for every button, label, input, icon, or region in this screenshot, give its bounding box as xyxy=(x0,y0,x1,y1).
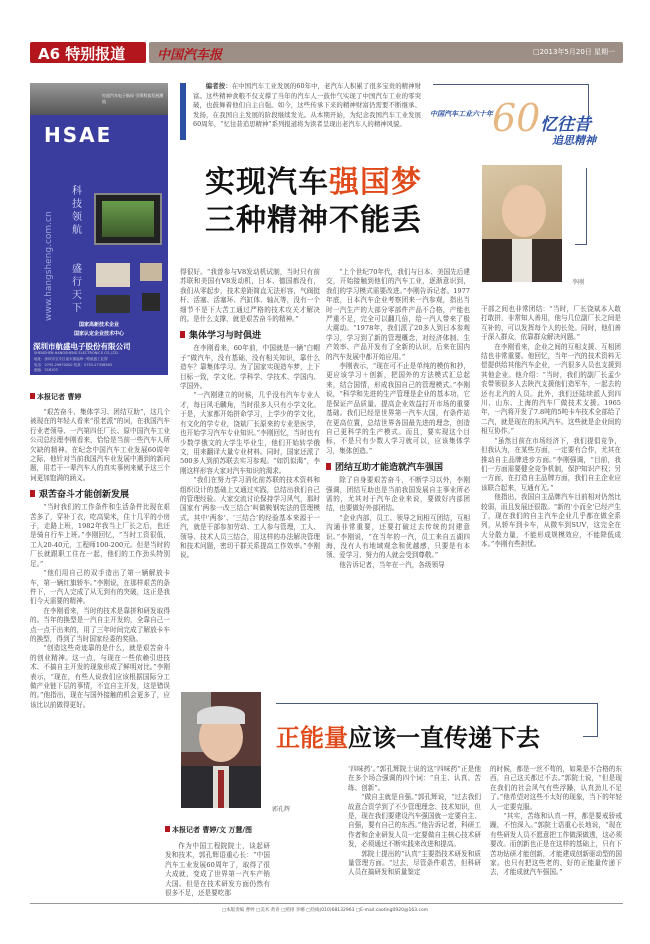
ad-cert: 国家高新技术企业 xyxy=(78,322,119,328)
ad-zip: 邮编：518103 xyxy=(34,368,58,372)
portrait-photo-li-gang xyxy=(482,165,562,282)
paragraph: “创造这些奇迹靠的是什么，就是艰苦奋斗的创业精神。这一点，与现在一些依赖引进技术、不搞自主开发的现象形成了鲜明对比。”李刚表示，“现在，有些人说我们应该根据国际分工做产业链下层的事情，不宜自主开发，这是错误的。”他指出，现在与国外接触的机会更多了，应该比以前做得更好。 xyxy=(30,644,170,709)
paragraph: 在李刚看来，60年前，中国就是一辆“白帽子”做汽车，没有基础，没有相关知识，靠什么造车？靠集体学习。为了国家实现造车梦，上下目标一致，学文化、学科学、学技术、学国内、学国外。 xyxy=(180,344,320,391)
byline: 本报记者 曹婷 xyxy=(30,392,170,402)
paragraph: “一汽刚建立的时候，几乎没有汽车专业人才，每日风毛麟角，当时很多人只有小学文化。于是，大家都开始拼命学习，上学少的学文化，有文化的学专业，饶斌厂长原来的专业是医学，也开始学习汽车专业知识。”李刚回忆，当时也有少数学俄文的大学生毕业生，他们开始转学俄文，用来翻译大量专业材料。同时，国家还派了500多人到前苏联去实习参观。“如饥似渴”，李刚这样形容大家对汽车知识的渴求。 xyxy=(180,391,320,475)
paragraph: 在李刚看来，当时的技术是靠拼和研发取得的。当年的换型是一汽自主开发的，全靠自己一点一点干出来的，用了三年时间完成了解放卡车的换型，得到了当时国家经委的奖励。 xyxy=(30,606,170,643)
editor-note xyxy=(193,82,421,144)
paragraph: “其实，苦练和认真一样，都是要戒骄戒躁，不怕深入。”郭院士语重心长地说，“现在有些研发人员不愿意把工作做深做透，这必须要改。而创新也正是在这样的基础上，只有下苦功钻研才能创新，才能建成创新驱动型的国家。也只有把这些老的、好的正能量传递下去，才能成就汽车强国。” xyxy=(490,812,622,877)
paragraph: “上个世纪70年代，我们与日本、美国先后建交，开始接触到他们的汽车工业，逐渐意识到，我们的学习模式需要改进。”李刚告诉记者。1977年底，日本汽车企业考察团来一汽参观，指出当时一汽生产的大部分零部件产品不合格，产能也严重不足，完全可以翻几倍，给一汽人带来了极大震动。“1978年，我们派了20多人到日本参观学习，学习到了新的管理概念，对经济体制、生产效率、产品开发有了全新的认识，后来在国内的汽车发展中都开始应用。” xyxy=(326,268,470,361)
photo-caption: 李刚 xyxy=(572,279,585,286)
series-logo-line2: 忆往昔 xyxy=(540,115,591,135)
photo-caption: 郭孔辉 xyxy=(272,806,291,813)
paragraph: “他们用自己的双手造出了第一辆解放卡车，第一辆红旗轿车。”李刚说，在那样艰苦的条件下，一汽人完成了从无到有的突破，这正是我们今天需要的精神。 xyxy=(30,569,170,606)
headline-part: 应该一直传递下去 xyxy=(348,724,540,752)
issue-date: □2013年5月20日 星期一 xyxy=(532,48,615,56)
subheading: 艰苦奋斗才能创新发展 xyxy=(30,487,170,500)
ad-product-image xyxy=(142,293,160,311)
footer-credits: □本版责编 曹婷 □美术 黄青 □照排 李娜 □热线(010)68132963 □E-mail:caoting0920@163.com xyxy=(221,908,429,913)
paragraph: “做自主就是自强。”郭孔辉说，“过去我们故意合资学到了不少管理理念、技术知识，但是，现在我们要建设汽车强国就一定要自主、自强，要有自己的东西。”他告诉记者，科研工作者和企业研发人员一定要做自主核心技术研发，必须通过不断实践来改进和提高。 xyxy=(348,793,481,849)
paragraph: 的时候，都是一丝不苟的，如果是不合格的东西，自己这关都过不去。”郭院士说，“但是现在我们的社会风气有些浮躁，认真劲儿不足了。”他希望对这些不太好的现象，当下的年轻人一定要克服。 xyxy=(490,765,622,811)
paragraph: 郭院士提出的“认真”主要指技术研发和质量管理方面。“过去，尽管条件艰苦，但科研人员在搞研发和质量鉴定 xyxy=(348,849,481,877)
paragraph: 得很好。“我曾参与V8发动机试制，当时只有前苏联和美国有V8发动机，日本、德国都没有，我们从零起步，技术差距简直无法形容，气阀挺杆、活塞、活塞环、汽缸体、轴瓦等，没有一个细节不是下大苦工通过严格的技术攻关才解决的。是什么支撑，就是艰苦奋斗的精神。” xyxy=(180,268,320,324)
series-logo-line3: 追思精神 xyxy=(552,134,596,147)
series-logo-number: 60 xyxy=(492,96,541,140)
story2-column-3 xyxy=(490,765,622,897)
paragraph: 他告诉记者，当年在一汽，各级领导 xyxy=(339,560,445,569)
headline-line2: 三种精神不能丢 xyxy=(205,203,422,238)
portrait-photo-guo-konghui xyxy=(181,692,261,808)
advertisement[interactable] xyxy=(30,83,168,375)
editor-note-accent-bar xyxy=(180,83,186,140)
ad-product-image xyxy=(96,295,130,313)
byline: 本报记者 曹婷/文 万慧/图 xyxy=(165,825,270,835)
story1-column-3 xyxy=(481,305,621,690)
series-logo-line1: 中国汽车工业六十年 xyxy=(430,110,493,118)
ad-certifications xyxy=(30,321,168,339)
story2-column-1 xyxy=(165,825,270,897)
paragraph: 在李刚看来，企业之间的互相支援、互相团结也非常重要。他回忆，当年一汽的技术资料无偿提供给其他汽车企业，一汽很多人员也支援到其他企业。他介绍：“当时，我们的副厂长孟少农带领很多人去陕汽支援他们造军车，一起去的还有北汽的人员。此外，我们还陆续派人到四川、山东、上海的汽车厂做技术支援。1965年，一汽将开发了7.8吨的5吨卡车技术全部给了二汽，就是现在的东风汽车。这些就是企业间的相互协作。” xyxy=(481,342,621,436)
subheading: 团结互助才能造就汽车强国 xyxy=(326,460,470,473)
story1-column-2 xyxy=(326,268,470,688)
story2-column-2 xyxy=(348,765,481,897)
headline-accent: 正能量 xyxy=(276,724,348,752)
editor-note-text: 在中国汽车工业发展的60年中，老汽车人积累了很多宝贵的精神财富。这些精神食粮不仅支撑了当年的汽车人一鼓作气实现了中国汽车工业的零突破，也鼓舞着他们自主自强。如今，这些传承下来的精神财富仍需要不断继承、发扬，在我国自主发展的阶段继续发光。从本期开始，为纪念我国汽车工业发展60周年，“忆往昔追思精神”系列报道将为读者呈现出老汽车人的精神风貌。 xyxy=(193,82,421,128)
headline-part: 实现汽车 xyxy=(205,165,329,200)
ad-slogan-1: 科技领航 xyxy=(72,186,82,236)
masthead-bar xyxy=(149,42,623,63)
ad-brand-logo: HSAE xyxy=(44,123,113,147)
ad-head-unit-image xyxy=(94,193,162,245)
ad-company-name-en: SHENZHEN HANGSHENG ELECTRONICS CO.,LTD. xyxy=(34,351,119,355)
paragraph: 干部之间也非常团结：“当时，厂长饶斌本人敢打敢拼，非常知人善用，他与几位副厂长之间是互补的，可以发挥每个人的长处。同时，他们善于深入群众，依靠群众解决问题。” xyxy=(481,305,621,342)
headline-accent: 强国梦 xyxy=(329,165,422,200)
story1-column-left xyxy=(30,392,170,895)
editor-note-label: 编者按： xyxy=(205,82,232,90)
paragraph: “当时我们的工作条件和生活条件比现在艰苦多了，穿补丁衣，吃高粱米，住十几平的小房子，走路上班，1982年我当上厂长之后，也还是骑自行车上班。”李刚回忆，“当时工资很低，工人20-40元，工程师100-200元。但是当时的厂长就跟职工住在一起，他们的工作劲头特别足。” xyxy=(30,503,170,568)
ad-contact xyxy=(34,357,112,374)
ad-company-name: 深圳市航盛电子股份有限公司 xyxy=(33,342,131,351)
subheading: 集体学习与时俱进 xyxy=(180,328,320,341)
ad-cert: 国家认定企业技术中心 xyxy=(73,331,124,337)
ad-product-image xyxy=(96,263,130,287)
ad-product-image xyxy=(140,263,162,281)
paragraph: 除了自身要艰苦奋斗，不断学习以外，李刚强调，团结互助也是当前我国发展自主事业所必需的，尤其对于汽车企业来说，要做好内部团结，也要做好外部团结。 xyxy=(326,476,470,513)
masthead-logo: 中国汽车报 xyxy=(157,48,223,63)
paragraph: ‘四味药’。”郭孔辉院士说的这“四味药”正是他在多个场合强调的四个词：“自主、认真、苦练、创新”。 xyxy=(348,765,481,792)
ad-address: 地址：深圳市宝安区福永镇福海一路航盛工业园 xyxy=(34,357,108,361)
paragraph: 他指出，我国自主品牌汽车目前相对仍然比较弱，而且发展还很散。“新的‘小而全’已经产生了，现在我们的自主汽车企业几乎都在做全系列，从轿车到卡车，从微车到SUV，这完全在大分散力量，不能形成规模效应，不能降低成本。”李刚有些担忧。 xyxy=(481,493,621,549)
paragraph: “我们在努力学习消化前苏联的技术资料和组织设计的基础上又通过实践，总结出我们自己的管理经验。大家交流讨论保持学习风气，那时国家有‘两参一改三结合’叫做鞍钢宪法的管理模式。其中‘两参’、‘三结合’的经验基本来源于一汽，就是干部参加劳动、工人参与管理，工人、领导、技术人员三结合，用这样的办法解决管理和技术问题，密切干群关系提高工作效率。”李刚说。 xyxy=(180,476,320,560)
section-label: A6 特别报道 xyxy=(30,42,146,63)
footer-rule xyxy=(30,903,623,904)
story1-headline xyxy=(205,164,422,240)
story1-column-1 xyxy=(180,268,320,693)
ad-slogan-2: 盛行天下 xyxy=(72,264,82,314)
story2-headline xyxy=(276,718,540,753)
series-logo xyxy=(430,96,620,160)
ad-phone: 电话：0755-29670000 传真：0755-27358583 xyxy=(34,362,113,367)
paragraph: 李刚表示，“现在可不止是单纯的模仿和抄，更应该学习＋创新，把国外的方法模式汇总起来，结合国情，形成我国自己的管理模式。”李刚说，“科学和先进的生产管理是企业的基本功，它是保证产品质量、提高企业效益打开市场的重要基础。我们已经是世界第一汽车大国，有条件站在更高位置，总结世界各国最先进的理念，创造自己更科学的生产模式。而且，要实现这个目标，不是只有少数人学习就可以，应该集体学习，集体创造。” xyxy=(326,362,470,455)
ad-url: www.hangsheng.com.cn xyxy=(44,211,54,321)
ad-tagline: 打造汽车电子航母 引领科技发展潮流 xyxy=(102,93,164,104)
paragraph: “企业内部，员工、领导之间相互团结，互相沟通非常重要，还要打破过去传统的封建意识。”李刚说，“在当年的一汽，员工来自五湖四海，没有人有地域观念和优越感，只要是有本领、爱学习、努力的人就会受到尊敬。” xyxy=(326,513,470,560)
paragraph: “艰苦奋斗、集体学习、团结互助”，这几个被现在的年轻人看来“很老派”的词，在我国汽车行业老领导、一汽第四任厂长、原中国汽车工业公司总经理李刚看来，恰恰是当前一些汽车人所欠缺的精神。在纪念中国汽车工业发展60周年之际，他针对当前我国汽车业发展中遇到的新问题，用若干一辈汽车人的真实事例来赋予这三个词更加饱满的涵义。 xyxy=(30,408,170,482)
paragraph: “虽然目前在市场经济下，我们提倡竞争，但我认为，在某些方面，一定要有合作，尤其在推动自主品牌进步方面。”李刚强调，“目前，我们一方面需要健全竞争机制，保护知识产权；另一方面，在打造自主品牌方面，我们自主企业应该联合起来，互通有无。” xyxy=(481,436,621,492)
paragraph: 作为中国工程院院士，谈起研发和技术，郭孔辉语重心长：“中国汽车工业发展60周年了，取得了很大成就，变成了世界第一汽车产销大国。但是在技术研发方面仍然有很多不足，还是要吃那 xyxy=(165,842,270,897)
